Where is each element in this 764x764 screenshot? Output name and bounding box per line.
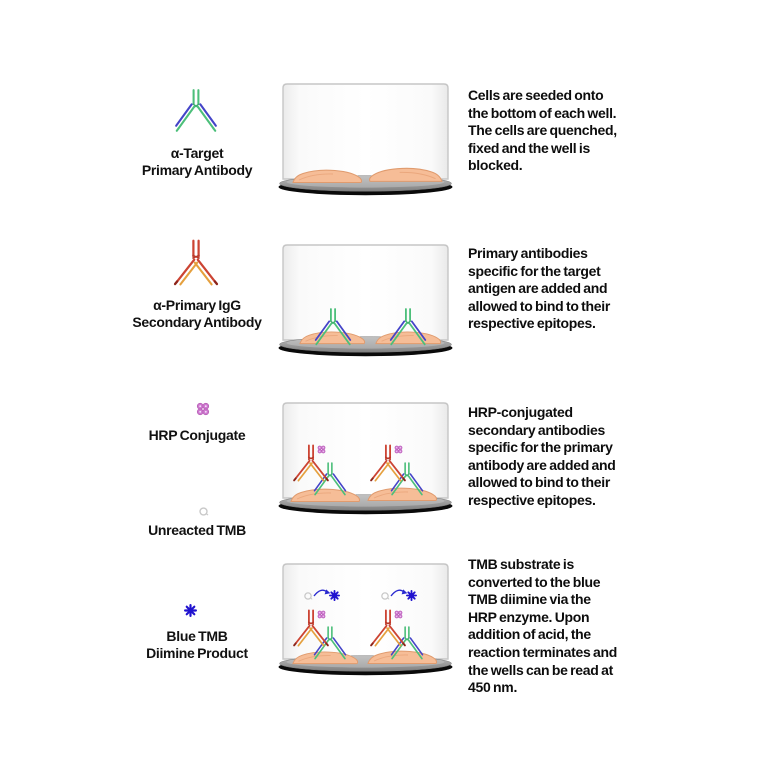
- well-wall: [283, 245, 448, 340]
- step-4-description: TMB substrate is converted to the blue TMB diimine via the HRP enzyme. Upon addition of acid, the reaction terminates and the wells can be read at 450 nm.: [468, 556, 618, 696]
- hrp-conjugate-icon: [196, 402, 210, 416]
- step-1-description: Cells are seeded onto the bottom of each well. The cells are quenched, fixed and the well is blocked.: [468, 87, 617, 174]
- blue-tmb-star: [407, 591, 416, 600]
- unreacted-tmb-icon: [198, 506, 209, 517]
- step-2-description: Primary antibodies specific for the target antigen are added and allowed to bind to their respective epitopes.: [468, 245, 611, 332]
- secondary-antibody-icon: [171, 239, 221, 291]
- well-step-3: [277, 400, 454, 518]
- legend-label-unreacted-tmb: Unreacted TMB: [148, 522, 246, 538]
- legend-label-secondary-antibody: α-Primary IgG Secondary Antibody: [132, 297, 262, 330]
- well-wall: [283, 403, 448, 498]
- primary-antibody-icon: [172, 88, 220, 136]
- legend-label-primary-antibody: α-Target Primary Antibody: [141, 145, 253, 178]
- well-step-2: [277, 242, 454, 360]
- well-step-4: [277, 561, 454, 679]
- step-3-description: HRP-conjugated secondary antibodies specific for the primary antibody are added and allowed to bind to their respective epitopes.: [468, 404, 616, 508]
- blue-tmb-diimine-icon: [184, 604, 197, 617]
- well-step-1: [277, 81, 454, 199]
- well-wall: [283, 84, 448, 179]
- legend-label-blue-tmb-diimine: Blue TMB Diimine Product: [146, 628, 248, 661]
- blue-tmb-star: [330, 591, 339, 600]
- well-wall: [283, 564, 448, 659]
- legend-label-hrp-conjugate: HRP Conjugate: [148, 427, 246, 443]
